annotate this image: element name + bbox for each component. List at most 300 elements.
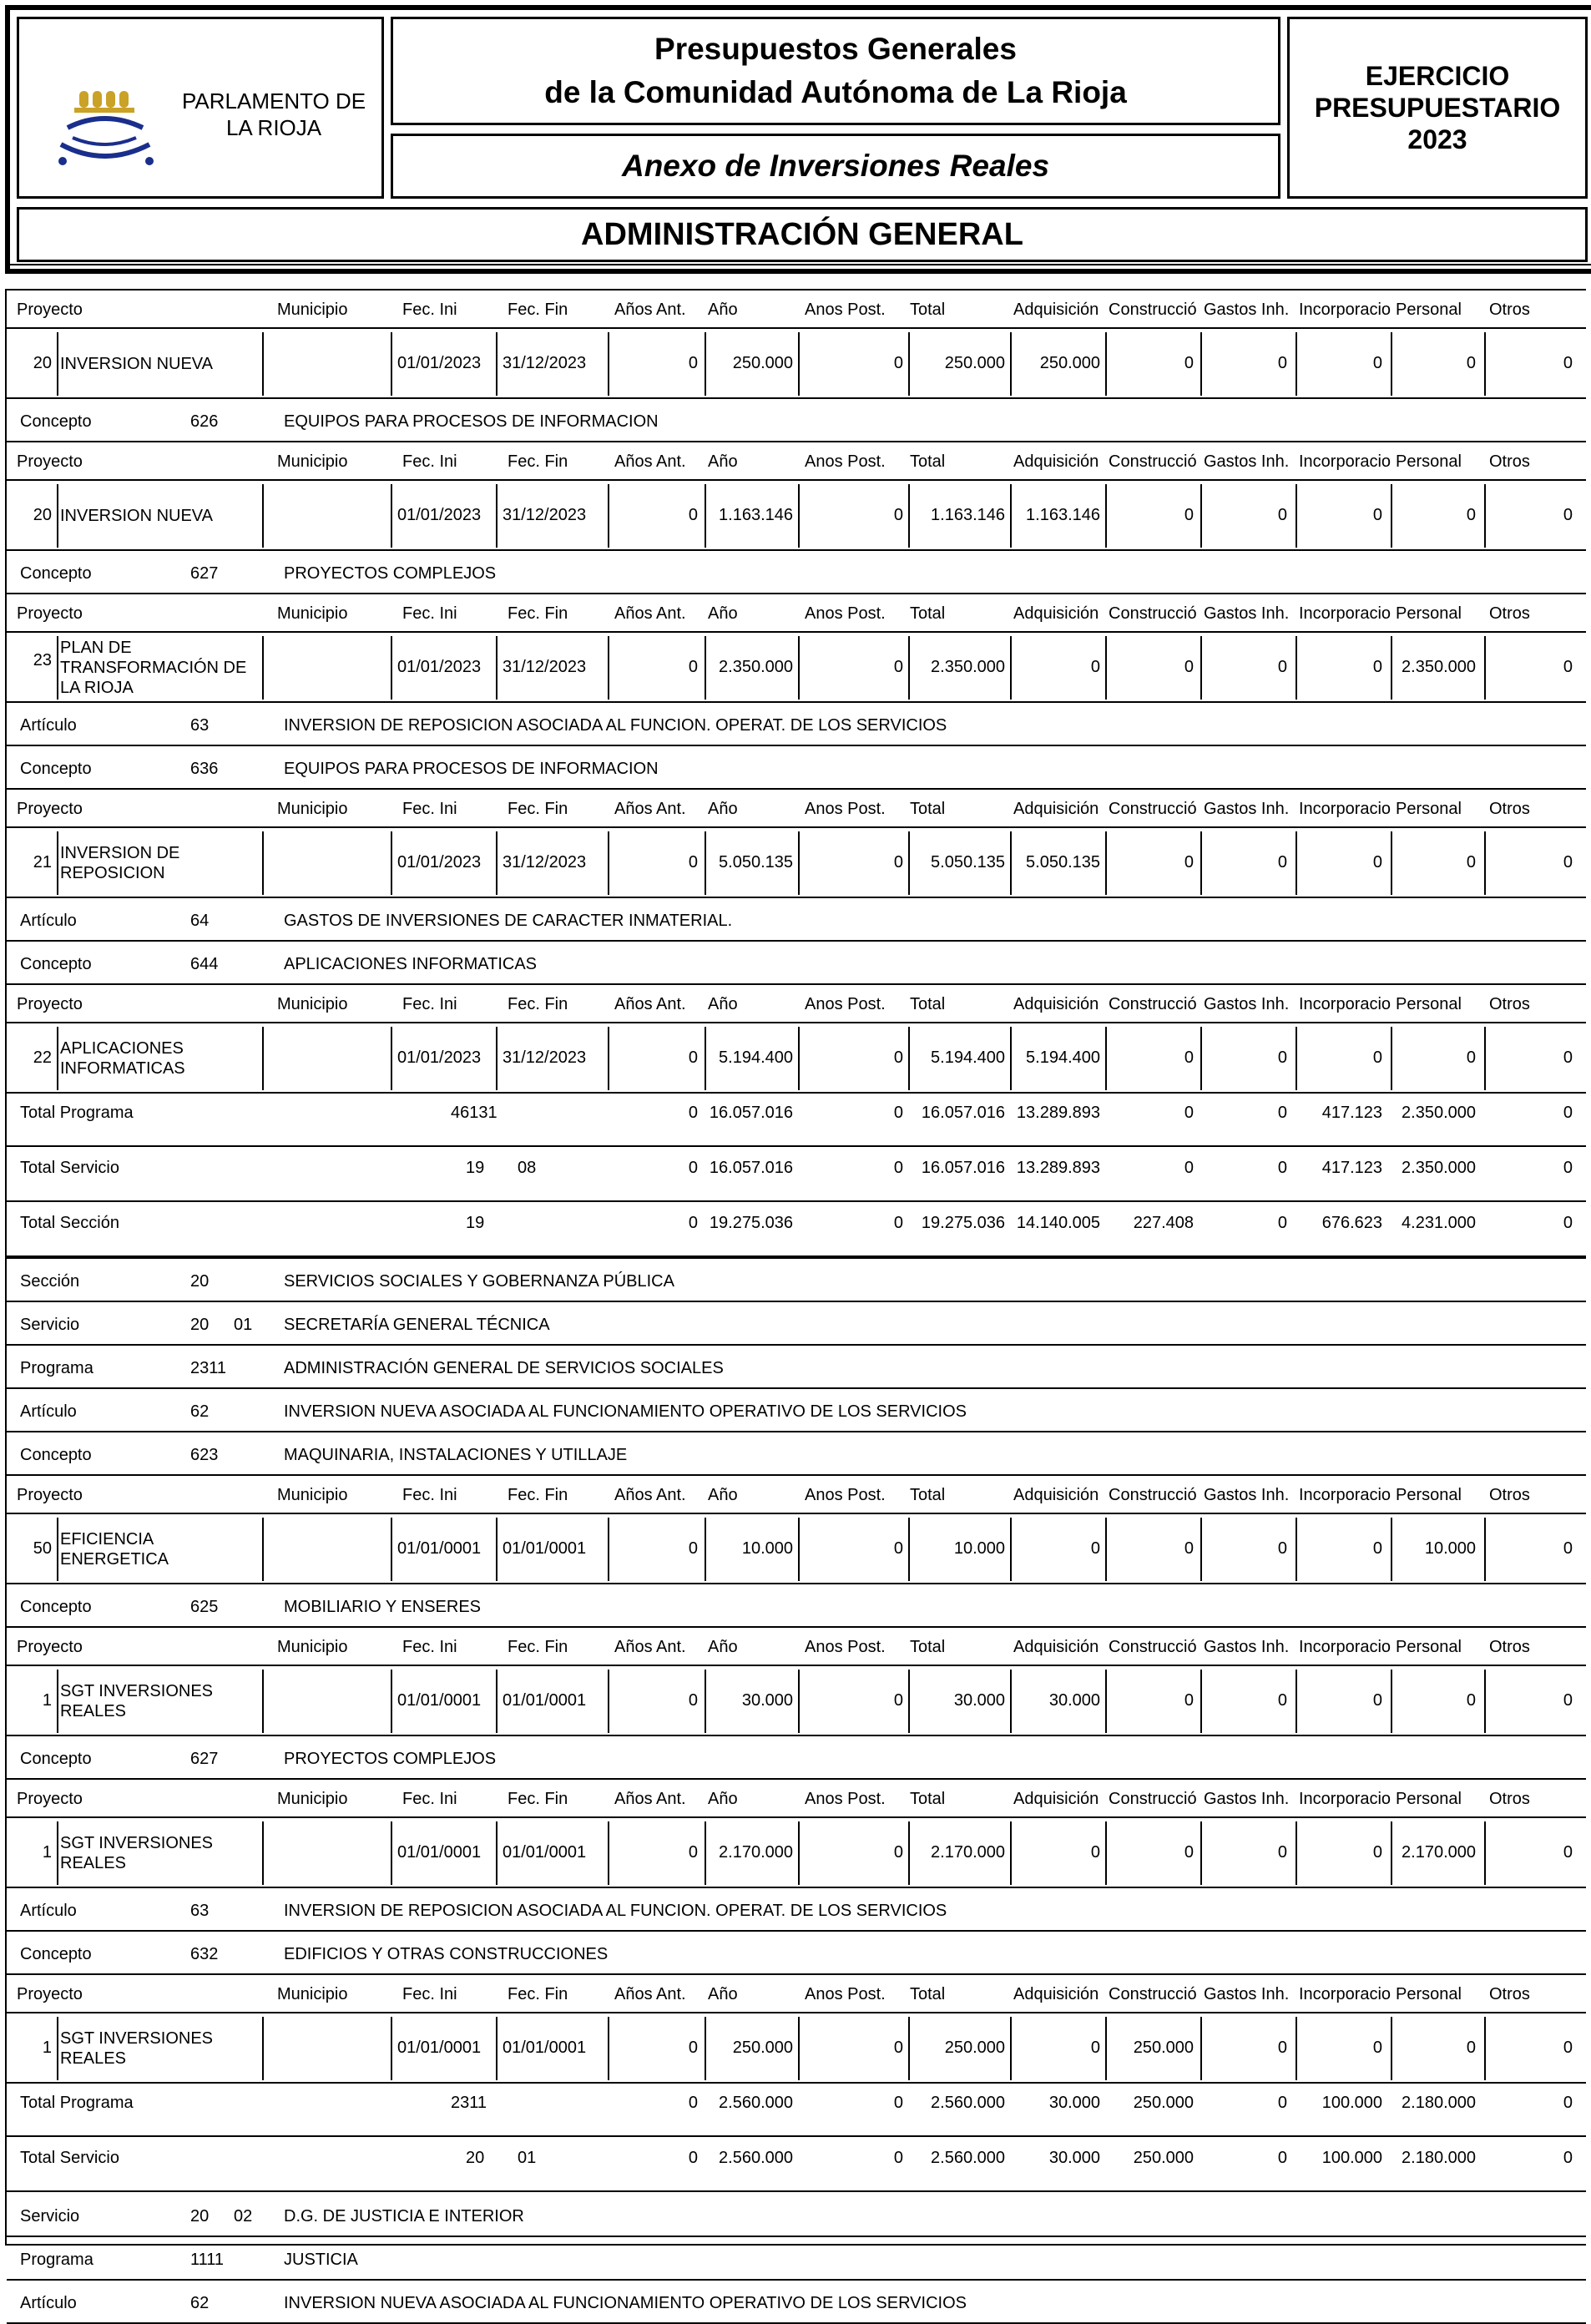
column-header: Proyecto — [17, 1486, 83, 1504]
amount-cell: 0 — [1466, 1048, 1476, 1067]
cell-border — [608, 636, 609, 700]
column-header-row — [7, 985, 1586, 1023]
column-header: Adquisición — [1013, 1486, 1099, 1504]
cell-border — [705, 1670, 706, 1733]
column-header: Anos Post. — [805, 995, 886, 1013]
description-line: SGT INVERSIONES — [60, 1834, 214, 1852]
cell-border — [391, 1670, 392, 1733]
column-header: Otros — [1489, 1790, 1530, 1808]
cell-border — [1010, 1821, 1012, 1885]
start-date: 01/01/2023 — [397, 506, 482, 524]
cell-border — [1391, 2017, 1392, 2080]
column-header: Fec. Ini — [402, 1985, 457, 2003]
amount-cell: 0 — [1277, 354, 1287, 372]
classification-code: 2311 — [190, 1359, 227, 1377]
amount-cell: 30.000 — [741, 1691, 793, 1710]
column-header: Incorporacio — [1299, 1638, 1391, 1656]
column-header: Años Ant. — [614, 604, 686, 623]
project-description — [60, 354, 260, 374]
classification-row — [7, 1888, 1586, 1932]
amount-cell: 0 — [1372, 354, 1382, 372]
classification-code: 625 — [190, 1598, 219, 1616]
column-header: Otros — [1489, 1638, 1530, 1656]
cell-border — [1200, 1821, 1202, 1885]
amount-cell: 0 — [1466, 506, 1476, 524]
cell-border — [608, 332, 609, 396]
column-header: Año — [708, 301, 738, 319]
classification-type: Sección — [20, 1272, 80, 1291]
amount-cell: 5.194.400 — [1026, 1048, 1100, 1067]
description-line: REALES — [60, 1702, 126, 1720]
cell-border — [1105, 1821, 1107, 1885]
column-header: Municipio — [277, 604, 348, 623]
project-description — [60, 1681, 260, 1721]
amount-cell: 2.560.000 — [931, 2094, 1005, 2112]
classification-code: 63 — [190, 1902, 210, 1920]
cell-border — [262, 831, 264, 895]
cell-border — [1484, 636, 1486, 700]
cell-border — [608, 2017, 609, 2080]
cell-border — [1010, 1027, 1012, 1090]
amount-cell: 250.000 — [1133, 2039, 1194, 2057]
amount-cell: 16.057.016 — [921, 1104, 1005, 1122]
amount-cell: 0 — [1372, 1843, 1382, 1862]
column-header: Personal — [1396, 995, 1462, 1013]
amount-cell: 0 — [1466, 853, 1476, 872]
classification-row — [7, 2194, 1586, 2237]
column-header: Año — [708, 604, 738, 623]
column-header: Gastos Inh. — [1204, 452, 1290, 471]
amount-cell: 2.560.000 — [719, 2149, 793, 2167]
amount-cell: 417.123 — [1321, 1159, 1382, 1177]
end-date: 31/12/2023 — [503, 853, 587, 872]
column-header: Proyecto — [17, 1638, 83, 1656]
amount-cell: 0 — [1563, 1691, 1573, 1710]
amount-cell: 0 — [893, 2149, 903, 2167]
classification-code: 62 — [190, 1402, 210, 1421]
project-row — [7, 329, 1586, 399]
cell-border — [496, 636, 498, 700]
section-title-box — [17, 207, 1588, 262]
amount-cell: 2.350.000 — [1402, 658, 1476, 676]
classification-name: D.G. DE JUSTICIA E INTERIOR — [284, 2207, 524, 2225]
start-date: 01/01/0001 — [397, 2039, 482, 2057]
classification-code: 636 — [190, 760, 219, 778]
classification-row — [7, 399, 1586, 442]
amount-cell: 10.000 — [1424, 1539, 1476, 1558]
column-header: Anos Post. — [805, 1790, 886, 1808]
total-label: Total Programa — [20, 2094, 134, 2112]
end-date: 31/12/2023 — [503, 506, 587, 524]
cell-border — [496, 484, 498, 548]
amount-cell: 0 — [1184, 1843, 1194, 1862]
amount-cell: 0 — [1184, 506, 1194, 524]
total-subcode: 08 — [518, 1159, 537, 1177]
amount-cell: 0 — [1563, 1048, 1573, 1067]
column-header: Proyecto — [17, 1985, 83, 2003]
amount-cell: 30.000 — [953, 1691, 1005, 1710]
amount-cell: 0 — [1372, 506, 1382, 524]
classification-name: INVERSION DE REPOSICION ASOCIADA AL FUNCION. OPERAT. DE LOS SERVICIOS — [284, 716, 947, 735]
column-header: Fec. Ini — [402, 1790, 457, 1808]
classification-type: Artículo — [20, 1902, 77, 1920]
column-header-row — [7, 1780, 1586, 1818]
cell-border — [1484, 2017, 1486, 2080]
cell-border — [1200, 831, 1202, 895]
amount-cell: 0 — [1184, 1691, 1194, 1710]
amount-cell: 0 — [1277, 2039, 1287, 2057]
start-date: 01/01/2023 — [397, 1048, 482, 1067]
column-header: Incorporacio — [1299, 800, 1391, 818]
column-header: Gastos Inh. — [1204, 1486, 1290, 1504]
column-header: Años Ant. — [614, 1486, 686, 1504]
column-header: Construcció — [1109, 452, 1197, 471]
classification-name: EDIFICIOS Y OTRAS CONSTRUCCIONES — [284, 1945, 609, 1963]
column-header: Incorporacio — [1299, 1985, 1391, 2003]
cell-border — [798, 2017, 800, 2080]
total-code: 46131 — [451, 1104, 498, 1122]
classification-type: Servicio — [20, 2207, 80, 2225]
start-date: 01/01/0001 — [397, 1539, 482, 1558]
column-header: Total — [910, 301, 946, 319]
amount-cell: 2.350.000 — [1402, 1104, 1476, 1122]
project-number: 1 — [42, 1691, 52, 1710]
column-header: Gastos Inh. — [1204, 1790, 1290, 1808]
column-header: Años Ant. — [614, 1790, 686, 1808]
cell-border — [705, 1027, 706, 1090]
total-row — [7, 1204, 1586, 1259]
amount-cell: 0 — [893, 506, 903, 524]
amount-cell: 0 — [1090, 1539, 1100, 1558]
amount-cell: 0 — [1563, 1104, 1573, 1122]
total-subcode: 01 — [518, 2149, 537, 2167]
cell-border — [57, 484, 58, 548]
cell-border — [262, 1027, 264, 1090]
cell-border — [1010, 831, 1012, 895]
column-header: Fec. Fin — [508, 1486, 568, 1504]
project-row — [7, 828, 1586, 898]
end-date: 31/12/2023 — [503, 1048, 587, 1067]
cell-border — [798, 484, 800, 548]
total-label: Total Servicio — [20, 2149, 119, 2167]
end-date: 31/12/2023 — [503, 354, 587, 372]
cell-border — [1296, 636, 1297, 700]
title-line-1: Presupuestos Generales — [654, 32, 1017, 66]
total-row — [7, 2084, 1586, 2139]
classification-type: Concepto — [20, 1598, 92, 1616]
amount-cell: 0 — [1563, 1159, 1573, 1177]
amount-cell: 0 — [1372, 658, 1382, 676]
column-header-row — [7, 790, 1586, 828]
cell-border — [705, 831, 706, 895]
column-header: Fec. Ini — [402, 604, 457, 623]
amount-cell: 100.000 — [1321, 2094, 1382, 2112]
amount-cell: 0 — [893, 1048, 903, 1067]
column-header: Fec. Fin — [508, 604, 568, 623]
amount-cell: 2.180.000 — [1402, 2149, 1476, 2167]
amount-cell: 16.057.016 — [921, 1159, 1005, 1177]
cell-border — [391, 332, 392, 396]
column-header: Anos Post. — [805, 452, 886, 471]
classification-code: 63 — [190, 716, 210, 735]
classification-row — [7, 1389, 1586, 1432]
amount-cell: 0 — [1184, 1159, 1194, 1177]
cell-border — [1296, 332, 1297, 396]
project-description — [60, 843, 260, 883]
cell-border — [1200, 1027, 1202, 1090]
classification-type: Concepto — [20, 955, 92, 973]
column-header: Construcció — [1109, 1790, 1197, 1808]
cell-border — [262, 636, 264, 700]
amount-cell: 10.000 — [741, 1539, 793, 1558]
project-number: 50 — [33, 1539, 52, 1558]
column-header: Construcció — [1109, 995, 1197, 1013]
column-header-row — [7, 1628, 1586, 1666]
column-header: Proyecto — [17, 604, 83, 623]
total-label: Total Servicio — [20, 1159, 119, 1177]
cell-border — [798, 636, 800, 700]
cell-border — [1105, 1518, 1107, 1581]
column-header: Gastos Inh. — [1204, 301, 1290, 319]
classification-name: SECRETARÍA GENERAL TÉCNICA — [284, 1316, 550, 1334]
column-header: Gastos Inh. — [1204, 1985, 1290, 2003]
classification-name: SERVICIOS SOCIALES Y GOBERNANZA PÚBLICA — [284, 1272, 674, 1291]
cell-border — [1105, 2017, 1107, 2080]
column-header: Anos Post. — [805, 604, 886, 623]
cell-border — [798, 332, 800, 396]
column-header: Fec. Fin — [508, 1638, 568, 1656]
classification-row — [7, 1302, 1586, 1346]
amount-cell: 250.000 — [1039, 354, 1100, 372]
amount-cell: 16.057.016 — [709, 1104, 793, 1122]
ejercicio-box: EJERCICIO PRESUPUESTARIO 2023 — [1287, 17, 1588, 199]
classification-row — [7, 2281, 1586, 2324]
amount-cell: 30.000 — [1048, 1691, 1100, 1710]
amount-cell: 0 — [688, 658, 698, 676]
project-description — [60, 2028, 260, 2069]
column-header: Personal — [1396, 800, 1462, 818]
amount-cell: 227.408 — [1133, 1214, 1194, 1232]
amount-cell: 0 — [1563, 506, 1573, 524]
description-line: INFORMATICAS — [60, 1059, 185, 1078]
cell-border — [391, 2017, 392, 2080]
cell-border — [57, 1821, 58, 1885]
classification-code: 20 — [190, 1316, 210, 1334]
column-header: Incorporacio — [1299, 452, 1391, 471]
amount-cell: 0 — [688, 1104, 698, 1122]
cell-border — [496, 332, 498, 396]
column-header: Adquisición — [1013, 1790, 1099, 1808]
amount-cell: 0 — [893, 1214, 903, 1232]
column-header: Municipio — [277, 1638, 348, 1656]
cell-border — [908, 1027, 910, 1090]
cell-border — [262, 1821, 264, 1885]
logo-box — [17, 17, 384, 199]
cell-border — [1296, 1027, 1297, 1090]
amount-cell: 1.163.146 — [931, 506, 1005, 524]
amount-cell: 0 — [688, 506, 698, 524]
column-header-row — [7, 1975, 1586, 2013]
column-header: Años Ant. — [614, 1985, 686, 2003]
amount-cell: 0 — [1184, 853, 1194, 872]
cell-border — [608, 831, 609, 895]
amount-cell: 0 — [1563, 1539, 1573, 1558]
column-header: Personal — [1396, 1790, 1462, 1808]
column-header: Total — [910, 995, 946, 1013]
total-code: 19 — [466, 1159, 485, 1177]
total-label: Total Sección — [20, 1214, 119, 1232]
column-header: Otros — [1489, 1985, 1530, 2003]
classification-type: Programa — [20, 1359, 93, 1377]
column-header: Adquisición — [1013, 301, 1099, 319]
classification-type: Concepto — [20, 1750, 92, 1768]
cell-border — [57, 332, 58, 396]
project-number: 20 — [33, 354, 52, 372]
cell-border — [798, 1670, 800, 1733]
amount-cell: 0 — [1277, 1104, 1287, 1122]
cell-border — [608, 1518, 609, 1581]
project-row — [7, 633, 1586, 703]
amount-cell: 0 — [688, 1048, 698, 1067]
amount-cell: 0 — [1277, 2149, 1287, 2167]
cell-border — [1105, 831, 1107, 895]
subtitle: Anexo de Inversiones Reales — [621, 149, 1050, 183]
classification-row — [7, 1932, 1586, 1975]
amount-cell: 0 — [893, 1843, 903, 1862]
cell-border — [908, 831, 910, 895]
column-header: Fec. Fin — [508, 995, 568, 1013]
project-number: 21 — [33, 853, 52, 872]
column-header: Fec. Ini — [402, 452, 457, 471]
amount-cell: 0 — [688, 1214, 698, 1232]
project-number: 22 — [33, 1048, 52, 1067]
amount-cell: 0 — [893, 1104, 903, 1122]
amount-cell: 10.000 — [953, 1539, 1005, 1558]
classification-row — [7, 1432, 1586, 1476]
description-line: REALES — [60, 2049, 126, 2068]
column-header: Años Ant. — [614, 1638, 686, 1656]
project-row — [7, 481, 1586, 551]
cell-border — [1200, 332, 1202, 396]
amount-cell: 250.000 — [944, 2039, 1005, 2057]
cell-border — [705, 332, 706, 396]
description-line: SGT INVERSIONES — [60, 1682, 214, 1700]
column-header: Fec. Fin — [508, 1985, 568, 2003]
cell-border — [1010, 1518, 1012, 1581]
amount-cell: 0 — [1277, 1691, 1287, 1710]
cell-border — [57, 2017, 58, 2080]
cell-border — [262, 1670, 264, 1733]
amount-cell: 0 — [688, 1691, 698, 1710]
cell-border — [1010, 332, 1012, 396]
column-header: Año — [708, 1638, 738, 1656]
amount-cell: 0 — [688, 853, 698, 872]
start-date: 01/01/2023 — [397, 354, 482, 372]
amount-cell: 0 — [1277, 2094, 1287, 2112]
classification-name: MOBILIARIO Y ENSERES — [284, 1598, 482, 1616]
cell-border — [1296, 484, 1297, 548]
column-header: Anos Post. — [805, 800, 886, 818]
cell-border — [608, 1821, 609, 1885]
amount-cell: 2.560.000 — [719, 2094, 793, 2112]
classification-subcode: 02 — [234, 2207, 253, 2225]
amount-cell: 0 — [688, 1539, 698, 1558]
classification-type: Artículo — [20, 2294, 77, 2312]
cell-border — [705, 2017, 706, 2080]
classification-row — [7, 1736, 1586, 1780]
end-date: 31/12/2023 — [503, 658, 587, 676]
amount-cell: 0 — [1372, 853, 1382, 872]
cell-border — [608, 1670, 609, 1733]
cell-border — [798, 1518, 800, 1581]
cell-border — [1200, 484, 1202, 548]
column-header: Años Ant. — [614, 452, 686, 471]
cell-border — [1105, 1670, 1107, 1733]
column-header-row — [7, 1476, 1586, 1514]
column-header: Proyecto — [17, 452, 83, 471]
cell-border — [908, 636, 910, 700]
cell-border — [391, 484, 392, 548]
cell-border — [1484, 332, 1486, 396]
cell-border — [1484, 1821, 1486, 1885]
amount-cell: 0 — [893, 354, 903, 372]
cell-border — [1200, 636, 1202, 700]
description-line: REPOSICION — [60, 864, 165, 882]
classification-name: APLICACIONES INFORMATICAS — [284, 955, 538, 973]
column-header: Total — [910, 800, 946, 818]
column-header: Construcció — [1109, 604, 1197, 623]
description-line: TRANSFORMACIÓN DE — [60, 659, 247, 677]
column-header: Municipio — [277, 301, 348, 319]
cell-border — [1105, 484, 1107, 548]
column-header: Proyecto — [17, 995, 83, 1013]
row-divider — [7, 1145, 1586, 1147]
project-row — [7, 2013, 1586, 2084]
total-code: 20 — [466, 2149, 485, 2167]
column-header: Personal — [1396, 604, 1462, 623]
column-header: Adquisición — [1013, 452, 1099, 471]
project-description — [60, 638, 260, 698]
amount-cell: 0 — [1277, 658, 1287, 676]
description-line: EFICIENCIA — [60, 1530, 154, 1548]
classification-row — [7, 2237, 1586, 2281]
cell-border — [496, 831, 498, 895]
cell-border — [262, 2017, 264, 2080]
description-line: INVERSION DE — [60, 844, 180, 862]
column-header: Municipio — [277, 1790, 348, 1808]
total-row — [7, 1094, 1586, 1149]
project-row — [7, 1818, 1586, 1888]
amount-cell: 0 — [1184, 1104, 1194, 1122]
amount-cell: 250.000 — [732, 2039, 793, 2057]
cell-border — [1010, 636, 1012, 700]
column-header: Total — [910, 452, 946, 471]
cell-border — [1296, 2017, 1297, 2080]
amount-cell: 13.289.893 — [1016, 1104, 1100, 1122]
amount-cell: 30.000 — [1048, 2094, 1100, 2112]
cell-border — [1296, 831, 1297, 895]
amount-cell: 2.170.000 — [931, 1843, 1005, 1862]
cell-border — [705, 636, 706, 700]
start-date: 01/01/0001 — [397, 1691, 482, 1710]
row-divider — [7, 2135, 1586, 2137]
classification-type: Concepto — [20, 564, 92, 583]
column-header: Fec. Fin — [508, 452, 568, 471]
amount-cell: 0 — [1563, 2039, 1573, 2057]
cell-border — [496, 1670, 498, 1733]
column-header: Años Ant. — [614, 995, 686, 1013]
amount-cell: 2.560.000 — [931, 2149, 1005, 2167]
